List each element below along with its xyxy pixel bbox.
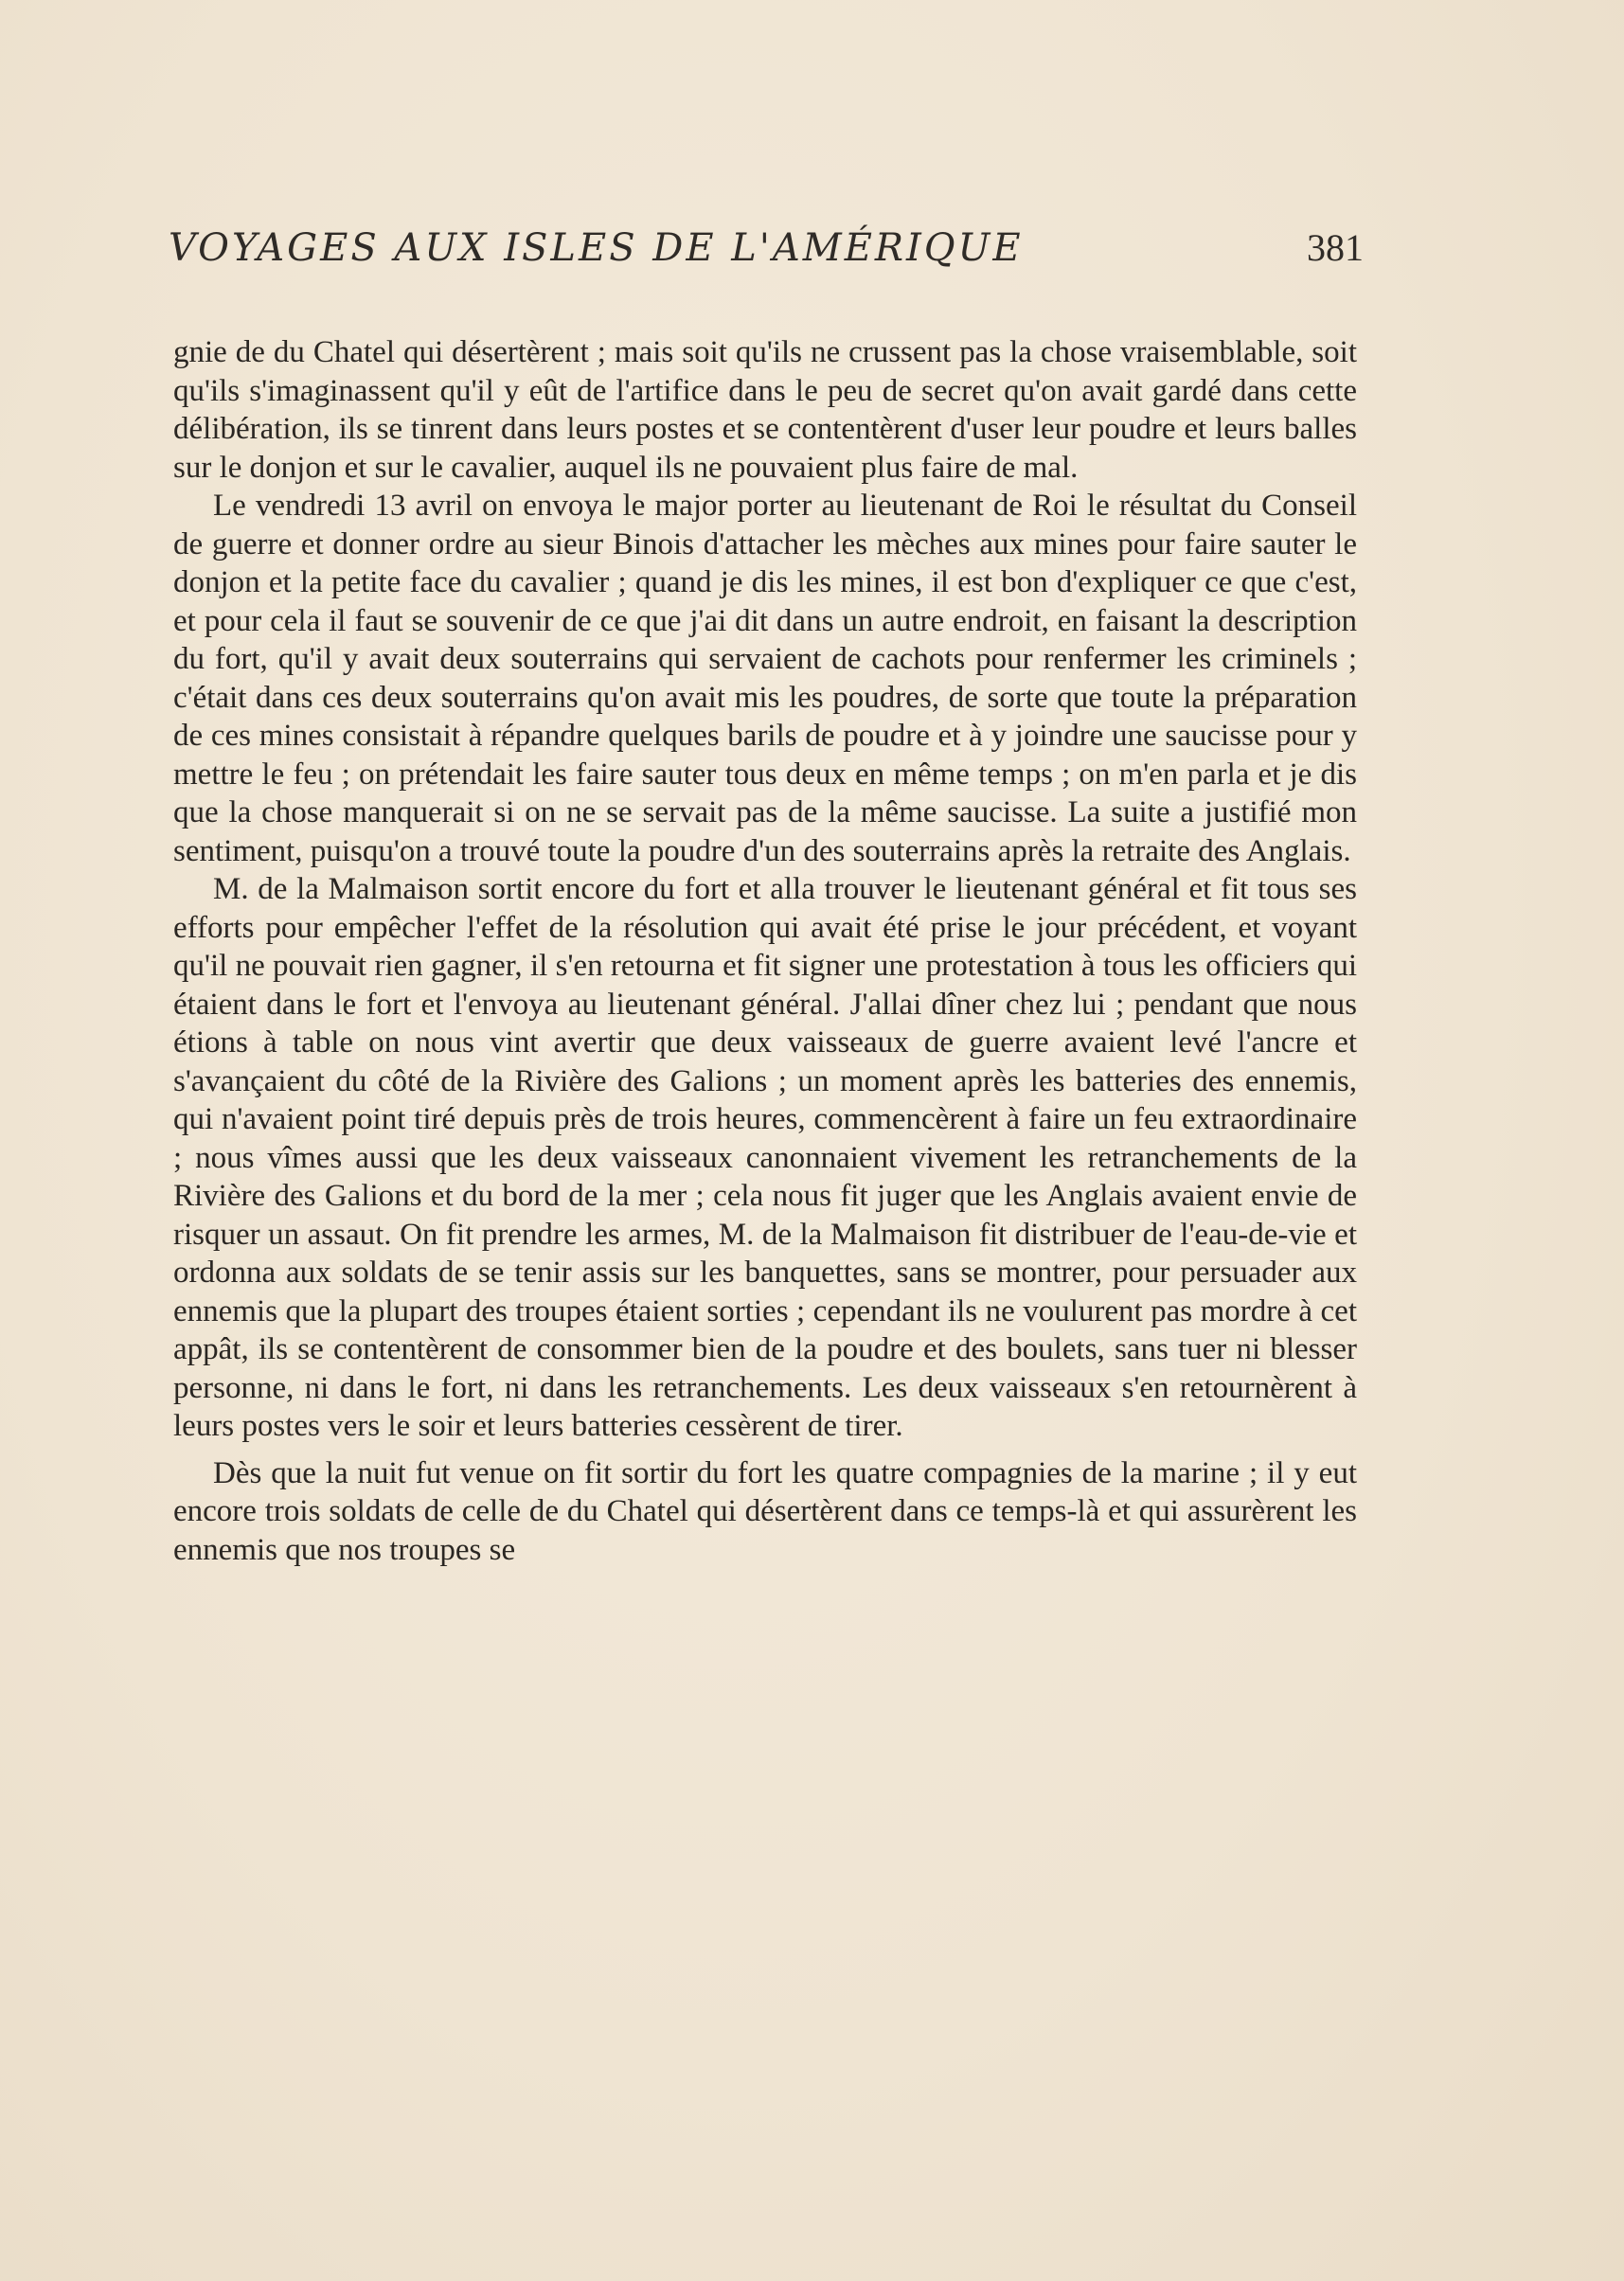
paragraph-4: Dès que la nuit fut venue on fit sortir du fort les quatre compagnies de la marine ; il y eut encore trois soldats de celle de du Chatel qui désertèrent dans ce temps-là et qui assurèrent les ennemis que nos troupes se bbox=[173, 1455, 1357, 1567]
page-number: 381 bbox=[1307, 226, 1364, 269]
paragraph-2: Le vendredi 13 avril on envoya le major porter au lieutenant de Roi le résultat du Conseil de guerre et donner ordre au sieur Binois d'attacher les mèches aux mines pour faire sauter le donjon et la petite face du cavalier ; quand je dis les mines, il est bon d'expliquer ce que c'est, et pour cela il faut se souvenir de ce que j'ai dit dans un autre endroit, en faisant la description du fort, qu'il y avait deux souterrains qui servaient de cachots pour renfermer les criminels ; c'était dans ces deux souterrains qu'on avait mis les poudres, de sorte que toute la préparation de ces mines consistait à répandre quelques barils de poudre et à y joindre une saucisse pour y mettre le feu ; on prétendait les faire sauter tous deux en même temps ; on m'en parla et je dis que la chose manquerait si on ne se servait pas de la même saucisse. La suite a justifié mon sentiment, puisqu'on a trouvé toute la poudre d'un des souterrains après la retraite des Anglais. bbox=[173, 489, 1357, 868]
paragraph-1: gnie de du Chatel qui désertèrent ; mais soit qu'ils ne crussent pas la chose vraisemblable, soit qu'ils s'imaginassent qu'il y eût de l'artifice dans le peu de secret qu'on avait gardé dans cette délibération, ils se tinrent dans leurs postes et se contentèrent d'user leur poudre et leurs balles sur le donjon et sur le cavalier, auquel ils ne pouvaient plus faire de mal. bbox=[173, 335, 1357, 485]
running-title: VOYAGES AUX ISLES DE L'AMÉRIQUE bbox=[169, 226, 1024, 270]
body-text bbox=[173, 333, 1357, 1569]
paragraph-3: M. de la Malmaison sortit encore du fort et alla trouver le lieutenant général et fit tous ses efforts pour empêcher l'effet de la résolution qui avait été prise le jour précédent, et voyant qu'il ne pouvait rien gagner, il s'en retourna et fit signer une protestation à tous les officiers qui étaient dans le fort et l'envoya au lieutenant général. J'allai dîner chez lui ; pendant que nous étions à table on nous vint avertir que deux vaisseaux de guerre avaient levé l'ancre et s'avançaient du côté de la Rivière des Galions ; un moment après les batteries des ennemis, qui n'avaient point tiré depuis près de trois heures, commencèrent à faire un feu extraordinaire ; nous vîmes aussi que les deux vaisseaux canonnaient vivement les retranchements de la Rivière des Galions et du bord de la mer ; cela nous fit juger que les Anglais avaient envie de risquer un assaut. On fit prendre les armes, M. de la Malmaison fit distribuer de l'eau-de-vie et ordonna aux soldats de se tenir assis sur les banquettes, sans se montrer, pour persuader aux ennemis que la plupart des troupes étaient sorties ; cependant ils ne voulurent pas mordre à cet appât, ils se contentèrent de consommer bien de la poudre et des boulets, sans tuer ni blesser personne, ni dans le fort, ni dans les retranchements. Les deux vaisseaux s'en retournèrent à leurs postes vers le soir et leurs batteries cessèrent de tirer. bbox=[173, 872, 1357, 1443]
running-head bbox=[169, 225, 1364, 292]
